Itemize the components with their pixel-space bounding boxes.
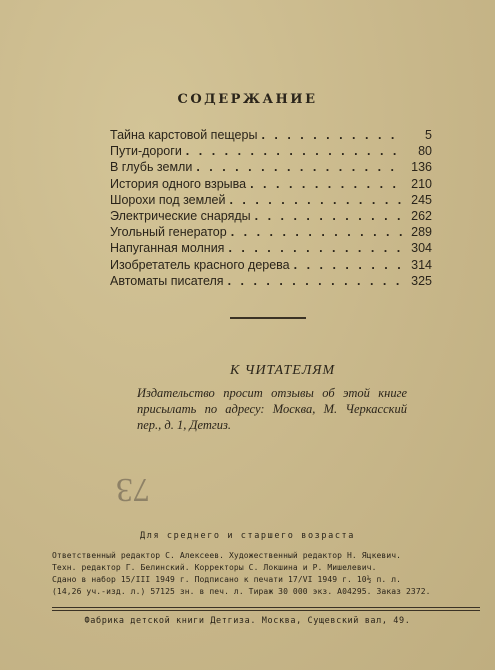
section-divider [230,317,306,319]
toc-entry-label: Электрические снаряды [110,208,251,223]
toc-entry-label: Тайна карстовой пещеры [110,128,258,142]
toc-entry-label: Автоматы писателя [110,273,224,288]
toc-entry [110,257,432,273]
imprint-divider [52,610,480,611]
printer-footer: Фабрика детской книги Детгиза. Москва, Сущевский вал, 49. [84,616,411,626]
toc-entry-label: Напуганная молния [110,241,225,256]
imprint-line: Техн. редактор Г. Белинский. Корректоры С. Локшина и Р. Мишелевич. [52,563,377,572]
toc-entry-page: 304 [411,241,432,256]
toc-leader-dots [255,208,404,224]
imprint-block [52,550,472,598]
toc-entry [110,224,432,240]
toc-entry-page: 136 [411,160,432,175]
toc-entry-page: 314 [411,257,432,272]
toc-entry-label: Угольный генератор [110,225,227,240]
toc-entry-page: 289 [411,225,432,240]
toc-leader-dots [294,257,404,273]
imprint-divider [52,607,480,608]
toc-entry [110,240,432,256]
toc-entry-page: 5 [425,128,432,142]
imprint-line: (14,26 уч.-изд. л.) 57125 зн. в печ. л. Тираж 30 000 экз. А04295. Заказ 2372. [52,587,431,596]
reader-notice-title: К ЧИТАТЕЛЯМ [230,363,336,378]
toc-entry [110,208,432,224]
toc-entry-label: В глубь земли [110,160,193,175]
toc-entry-label: Изобретатель красного дерева [110,257,290,272]
toc-entry-page: 262 [411,208,432,223]
toc-leader-dots [229,192,404,208]
reader-notice-text: Издательство просит отзывы об этой книге присылать по адресу: Москва, М. Черкасский пер., д. 1, Детгиз. [137,386,407,432]
toc-leader-dots [228,273,404,289]
toc-entry [110,143,432,159]
handwritten-number-stamp: 73 [116,471,150,508]
toc-entry-page: 325 [411,273,432,288]
imprint-line: Ответственный редактор С. Алексеев. Художественный редактор Н. Яцкевич. [52,551,402,560]
toc-entry [110,176,432,192]
toc-leader-dots [186,143,404,159]
toc-entry [110,159,432,175]
toc-entry [110,127,432,143]
age-recommendation: Для среднего и старшего возраста [140,531,355,541]
toc-leader-dots [250,176,404,192]
toc-entry-label: Шорохи под землей [110,192,226,207]
toc-leader-dots [196,159,404,175]
imprint-line: Сдано в набор 15/III 1949 г. Подписано к печати 17/VI 1949 г. 10½ п. л. [52,575,402,584]
toc-leader-dots [228,240,404,256]
toc-entry-page: 80 [418,144,432,159]
toc-entry [110,192,432,208]
toc-entry-label: Пути-дороги [110,144,182,159]
toc-leader-dots [261,127,404,143]
toc-title: СОДЕРЖАНИЕ [177,92,318,107]
table-of-contents [110,127,432,289]
toc-entry [110,273,432,289]
toc-entry-page: 210 [411,176,432,191]
toc-entry-label: История одного взрыва [110,176,247,191]
toc-entry-page: 245 [411,192,432,207]
toc-leader-dots [231,224,404,240]
